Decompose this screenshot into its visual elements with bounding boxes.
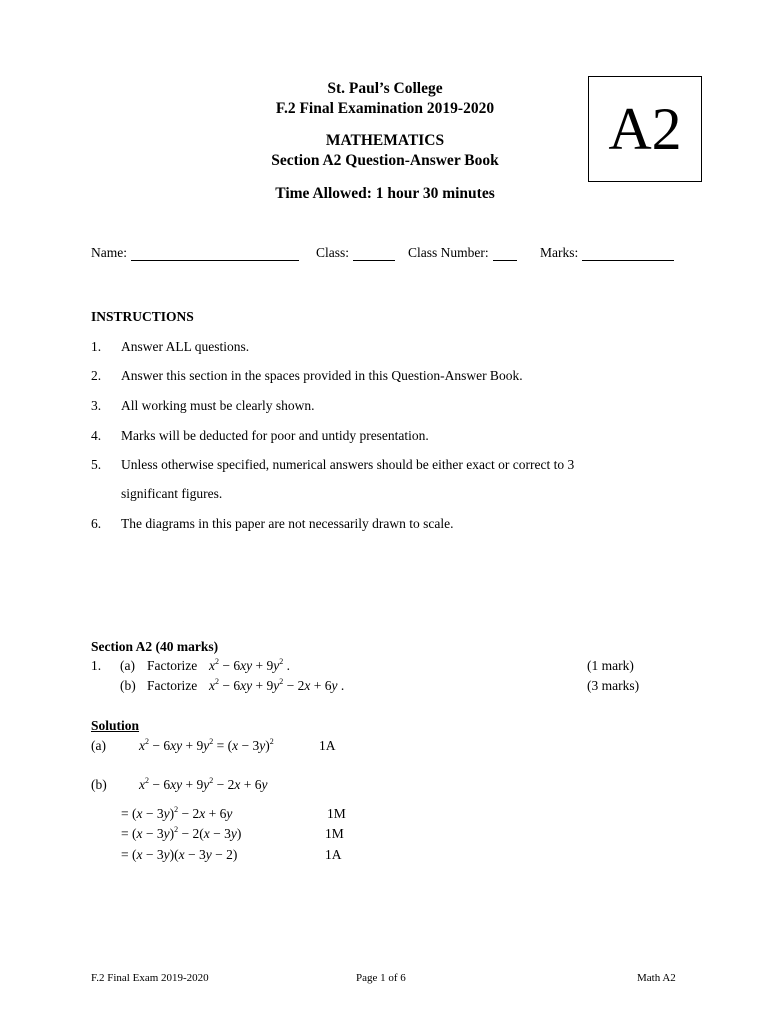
class-number-label: Class Number: bbox=[408, 245, 489, 260]
solution-a-expression: $x^2 - 6xy + 9y^2 = (x - 3y)^2$ bbox=[139, 737, 274, 753]
name-blank[interactable] bbox=[131, 248, 299, 261]
instruction-text: The diagrams in this paper are not necessarily drawn to scale. bbox=[121, 516, 454, 531]
part-a-verb: Factorize bbox=[147, 658, 198, 673]
solution-b-label: (b) bbox=[91, 777, 107, 792]
class-number-field[interactable] bbox=[408, 245, 517, 261]
part-b-expression: $x^2 - 6xy + 9y^2 - 2x + 6y$ . bbox=[209, 677, 345, 693]
subject-title: MATHEMATICS bbox=[325, 132, 445, 149]
marks-field[interactable] bbox=[540, 245, 674, 261]
exam-title: F.2 Final Examination 2019-2020 bbox=[275, 100, 495, 117]
instructions-heading: INSTRUCTIONS bbox=[91, 309, 194, 324]
solution-a-mark: 1A bbox=[319, 738, 336, 753]
solution-b-step: = $(x - 3y)^2 - 2x + 6y$ bbox=[121, 805, 233, 821]
footer-left: F.2 Final Exam 2019-2020 bbox=[91, 972, 209, 984]
solution-b-step-mark: 1A bbox=[325, 847, 342, 862]
solution-b-step-mark: 1M bbox=[327, 806, 346, 821]
part-b-marks: (3 marks) bbox=[587, 678, 640, 693]
instruction-text: significant figures. bbox=[121, 486, 223, 501]
footer-right: Math A2 bbox=[637, 972, 676, 984]
instruction-text: All working must be clearly shown. bbox=[121, 398, 315, 413]
part-a-marks: (1 mark) bbox=[587, 658, 634, 673]
marks-label: Marks: bbox=[540, 245, 579, 260]
class-label: Class: bbox=[316, 245, 350, 260]
solution-b-expression: $x^2 - 6xy + 9y^2 - 2x + 6y$ bbox=[139, 776, 268, 792]
instruction-number: 5. bbox=[91, 457, 102, 472]
part-b-label: (b) bbox=[120, 678, 136, 693]
part-a-label: (a) bbox=[120, 658, 135, 673]
solution-b-step-mark: 1M bbox=[325, 826, 344, 841]
instruction-text: Answer this section in the spaces provided in this Question-Answer Book. bbox=[121, 368, 523, 383]
class-number-blank[interactable] bbox=[493, 248, 517, 261]
instruction-text: Marks will be deducted for poor and untidy presentation. bbox=[121, 428, 429, 443]
time-allowed: Time Allowed: 1 hour 30 minutes bbox=[275, 185, 495, 202]
solution-heading: Solution bbox=[91, 718, 140, 733]
class-blank[interactable] bbox=[353, 248, 395, 261]
school-name: St. Paul’s College bbox=[327, 80, 443, 97]
instruction-number: 2. bbox=[91, 368, 102, 383]
class-field[interactable] bbox=[316, 245, 395, 261]
book-title: Section A2 Question-Answer Book bbox=[271, 152, 499, 169]
footer-page-number: Page 1 of 6 bbox=[356, 972, 406, 984]
solution-a-label: (a) bbox=[91, 738, 106, 753]
section-box-label: A2 bbox=[588, 76, 702, 182]
part-a-expression: $x^2 - 6xy + 9y^2$ . bbox=[209, 657, 290, 673]
instruction-number: 4. bbox=[91, 428, 102, 443]
part-b-verb: Factorize bbox=[147, 678, 198, 693]
solution-b-step: = (x − 3y)(x − 3y − 2) bbox=[121, 847, 238, 862]
instruction-text: Unless otherwise specified, numerical answers should be either exact or correct to 3 bbox=[121, 457, 575, 472]
section-title: Section A2 (40 marks) bbox=[91, 639, 219, 654]
instruction-text: Answer ALL questions. bbox=[121, 339, 250, 354]
instruction-number: 1. bbox=[91, 339, 102, 354]
instruction-number: 3. bbox=[91, 398, 102, 413]
marks-blank[interactable] bbox=[582, 248, 674, 261]
name-label: Name: bbox=[91, 245, 127, 260]
solution-b-step: = $(x - 3y)^2 - 2(x - 3y)$ bbox=[121, 825, 242, 841]
question-number: 1. bbox=[91, 658, 102, 673]
name-field[interactable] bbox=[91, 245, 299, 261]
instruction-number: 6. bbox=[91, 516, 102, 531]
